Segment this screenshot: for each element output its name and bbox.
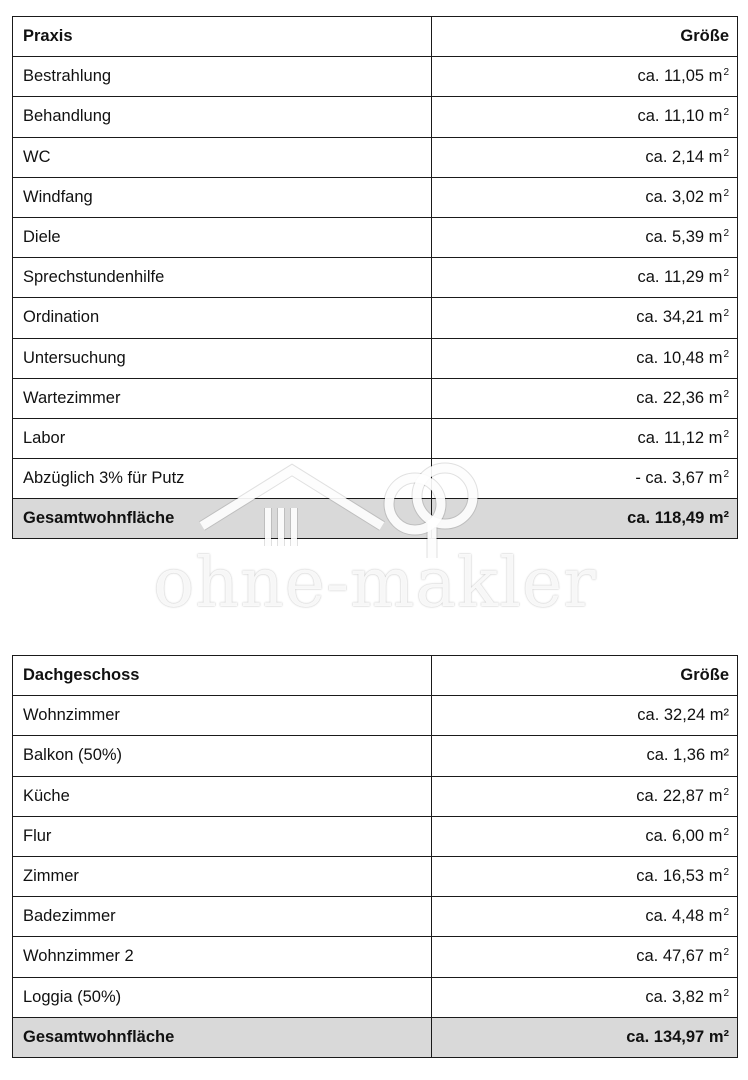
table-row bbox=[13, 97, 738, 137]
praxis-total-row bbox=[13, 499, 738, 539]
room-size-cell bbox=[432, 177, 738, 217]
unit-exponent: 2 bbox=[723, 67, 729, 79]
table-row bbox=[13, 776, 738, 816]
room-name: Ordination bbox=[13, 298, 432, 338]
room-name: WC bbox=[13, 137, 432, 177]
table-row bbox=[13, 816, 738, 856]
room-name: Abzüglich 3% für Putz bbox=[13, 459, 432, 499]
dachgeschoss-total-row bbox=[13, 1017, 738, 1057]
unit-exponent: 2 bbox=[723, 907, 729, 919]
praxis-total-label: Gesamtwohnfläche bbox=[13, 499, 432, 539]
room-size: ca. 5,39 m bbox=[645, 228, 723, 247]
table-row bbox=[13, 977, 738, 1017]
table-row bbox=[13, 378, 738, 418]
unit-exponent: 2 bbox=[723, 228, 729, 240]
dachgeschoss-total-label: Gesamtwohnfläche bbox=[13, 1017, 432, 1057]
room-size-cell bbox=[432, 137, 738, 177]
room-size-cell bbox=[432, 937, 738, 977]
room-size: ca. 11,10 m bbox=[637, 107, 723, 126]
table-header-row bbox=[13, 17, 738, 57]
table-row bbox=[13, 338, 738, 378]
room-size-cell bbox=[432, 696, 738, 736]
dachgeschoss-total-value: ca. 134,97 m² bbox=[432, 1017, 738, 1057]
unit-exponent: 2 bbox=[723, 147, 729, 159]
room-size: ca. 1,36 m² bbox=[646, 746, 729, 765]
table-row bbox=[13, 459, 738, 499]
room-size-cell bbox=[432, 97, 738, 137]
unit-exponent: 2 bbox=[723, 867, 729, 879]
room-name: Balkon (50%) bbox=[13, 736, 432, 776]
room-size-cell bbox=[432, 816, 738, 856]
table-row bbox=[13, 298, 738, 338]
unit-exponent: 2 bbox=[723, 428, 729, 440]
dachgeschoss-header-label: Dachgeschoss bbox=[13, 656, 432, 696]
table-row bbox=[13, 856, 738, 896]
room-name: Wohnzimmer 2 bbox=[13, 937, 432, 977]
unit-exponent: 2 bbox=[723, 469, 729, 481]
room-name: Bestrahlung bbox=[13, 57, 432, 97]
room-name: Badezimmer bbox=[13, 897, 432, 937]
room-size: ca. 32,24 m² bbox=[637, 706, 729, 725]
praxis-header-label: Praxis bbox=[13, 17, 432, 57]
room-size: ca. 3,02 m bbox=[645, 187, 723, 206]
room-name: Küche bbox=[13, 776, 432, 816]
room-name: Sprechstundenhilfe bbox=[13, 258, 432, 298]
unit-exponent: 2 bbox=[723, 826, 729, 838]
dachgeschoss-header-size: Größe bbox=[432, 656, 738, 696]
praxis-table bbox=[12, 16, 738, 539]
room-size-cell bbox=[432, 338, 738, 378]
room-size-cell bbox=[432, 217, 738, 257]
room-name: Wartezimmer bbox=[13, 378, 432, 418]
room-size-cell bbox=[432, 856, 738, 896]
room-size-cell bbox=[432, 57, 738, 97]
room-size: ca. 6,00 m bbox=[645, 826, 723, 845]
room-name: Behandlung bbox=[13, 97, 432, 137]
unit-exponent: 2 bbox=[723, 348, 729, 360]
praxis-header-size: Größe bbox=[432, 17, 738, 57]
room-name: Labor bbox=[13, 418, 432, 458]
room-name: Diele bbox=[13, 217, 432, 257]
room-name: Zimmer bbox=[13, 856, 432, 896]
room-size: ca. 34,21 m bbox=[636, 308, 723, 327]
room-size: ca. 11,29 m bbox=[637, 268, 723, 287]
room-size: ca. 11,05 m bbox=[637, 67, 723, 86]
room-size: ca. 10,48 m bbox=[636, 348, 723, 367]
table-row bbox=[13, 57, 738, 97]
room-size-cell bbox=[432, 258, 738, 298]
room-size-cell bbox=[432, 459, 738, 499]
unit-exponent: 2 bbox=[723, 187, 729, 199]
room-name: Wohnzimmer bbox=[13, 696, 432, 736]
unit-exponent: 2 bbox=[723, 308, 729, 320]
table-row bbox=[13, 258, 738, 298]
unit-exponent: 2 bbox=[723, 268, 729, 280]
room-size: ca. 16,53 m bbox=[636, 867, 723, 886]
room-name: Windfang bbox=[13, 177, 432, 217]
room-size-cell bbox=[432, 776, 738, 816]
room-size-cell bbox=[432, 977, 738, 1017]
table-row bbox=[13, 736, 738, 776]
room-size: - ca. 3,67 m bbox=[635, 469, 723, 488]
table-row bbox=[13, 897, 738, 937]
unit-exponent: 2 bbox=[723, 388, 729, 400]
unit-exponent: 2 bbox=[723, 987, 729, 999]
table-row bbox=[13, 137, 738, 177]
room-name: Loggia (50%) bbox=[13, 977, 432, 1017]
room-size-cell bbox=[432, 897, 738, 937]
table-row bbox=[13, 937, 738, 977]
room-size: ca. 47,67 m bbox=[636, 947, 723, 966]
room-size-cell bbox=[432, 736, 738, 776]
room-size-cell bbox=[432, 418, 738, 458]
room-name: Flur bbox=[13, 816, 432, 856]
room-size: ca. 22,87 m bbox=[636, 786, 723, 805]
room-size: ca. 2,14 m bbox=[645, 147, 723, 166]
room-size: ca. 4,48 m bbox=[645, 907, 723, 926]
unit-exponent: 2 bbox=[723, 786, 729, 798]
watermark-text: ohne-makler bbox=[153, 544, 597, 623]
room-size: ca. 3,82 m bbox=[645, 987, 723, 1006]
room-name: Untersuchung bbox=[13, 338, 432, 378]
table-row bbox=[13, 217, 738, 257]
table-row bbox=[13, 177, 738, 217]
table-row bbox=[13, 696, 738, 736]
praxis-total-value: ca. 118,49 m² bbox=[432, 499, 738, 539]
dachgeschoss-table bbox=[12, 655, 738, 1058]
room-size: ca. 11,12 m bbox=[637, 428, 723, 447]
room-size: ca. 22,36 m bbox=[636, 388, 723, 407]
table-row bbox=[13, 418, 738, 458]
room-size-cell bbox=[432, 378, 738, 418]
unit-exponent: 2 bbox=[723, 107, 729, 119]
table-header-row bbox=[13, 656, 738, 696]
unit-exponent: 2 bbox=[723, 947, 729, 959]
room-size-cell bbox=[432, 298, 738, 338]
